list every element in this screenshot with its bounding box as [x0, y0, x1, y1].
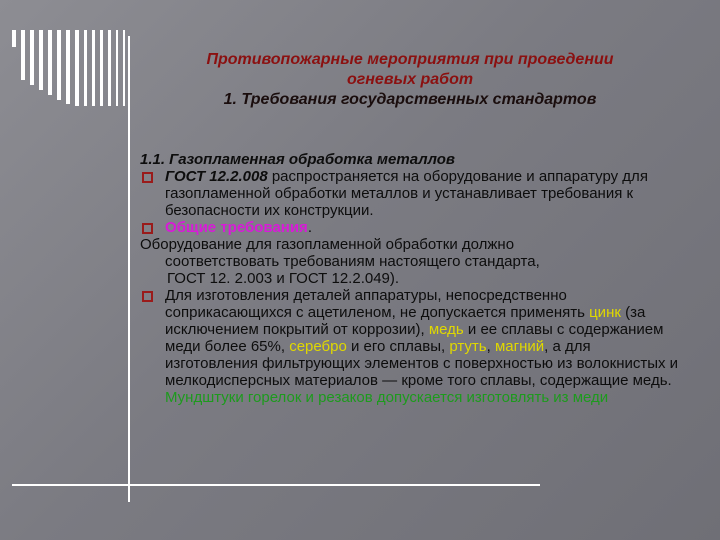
section-heading: 1.1. Газопламенная обработка металлов	[140, 151, 455, 168]
title-line-2: огневых работ	[346, 71, 474, 88]
paragraph-equipment: Оборудование для газопламенной обработки должно соответствовать требованиям настоящего стандарта, ГОСТ 12. 2.003 и ГОСТ 12.2.049).	[140, 236, 540, 287]
title-line-3: 1. Требования государственных стандартов	[223, 91, 597, 108]
slide-title	[140, 50, 680, 110]
gost-standard: ГОСТ 12.2.008	[165, 168, 268, 185]
title-line-1: Противопожарные мероприятия при проведении	[206, 51, 614, 68]
bullet-gost	[140, 168, 680, 219]
gost-text: распространяется на оборудование и аппаратуру для газопламенной обработки металлов и устанавливает требования к безопасности их конструкции.	[165, 168, 648, 219]
mercury-term: ртуть	[449, 338, 487, 355]
magnesium-term: магний	[494, 338, 545, 355]
nozzle-note: Мундштуки горелок и резаков допускается изготовлять из меди	[165, 389, 609, 406]
copper-term: медь	[428, 321, 464, 338]
silver-term: серебро	[289, 338, 347, 355]
decorative-stripes	[12, 30, 147, 110]
bullet-materials: Для изготовления деталей аппаратуры, непосредственно соприкасающихся с ацетиленом, не допускается применять цинк (за исключением покрытий от коррозии), медь и ее сплавы с содержанием меди более 65%, серебро и его сплавы, ртуть, магний, а для изготовления фильтрующих элементов с поверхностью из волокнистых и мелкодисперсных материалов — кроме того сплавы, содержащие медь. Мундштуки горелок и резаков допускается изготовлять из меди	[140, 287, 680, 406]
general-requirements-label: Общие требования	[165, 219, 308, 236]
zinc-term: цинк	[589, 304, 621, 321]
vertical-rule	[128, 36, 130, 502]
bullet-general-requirements: Общие требования.	[140, 219, 680, 236]
horizontal-rule	[12, 484, 540, 486]
slide-body	[140, 151, 680, 406]
